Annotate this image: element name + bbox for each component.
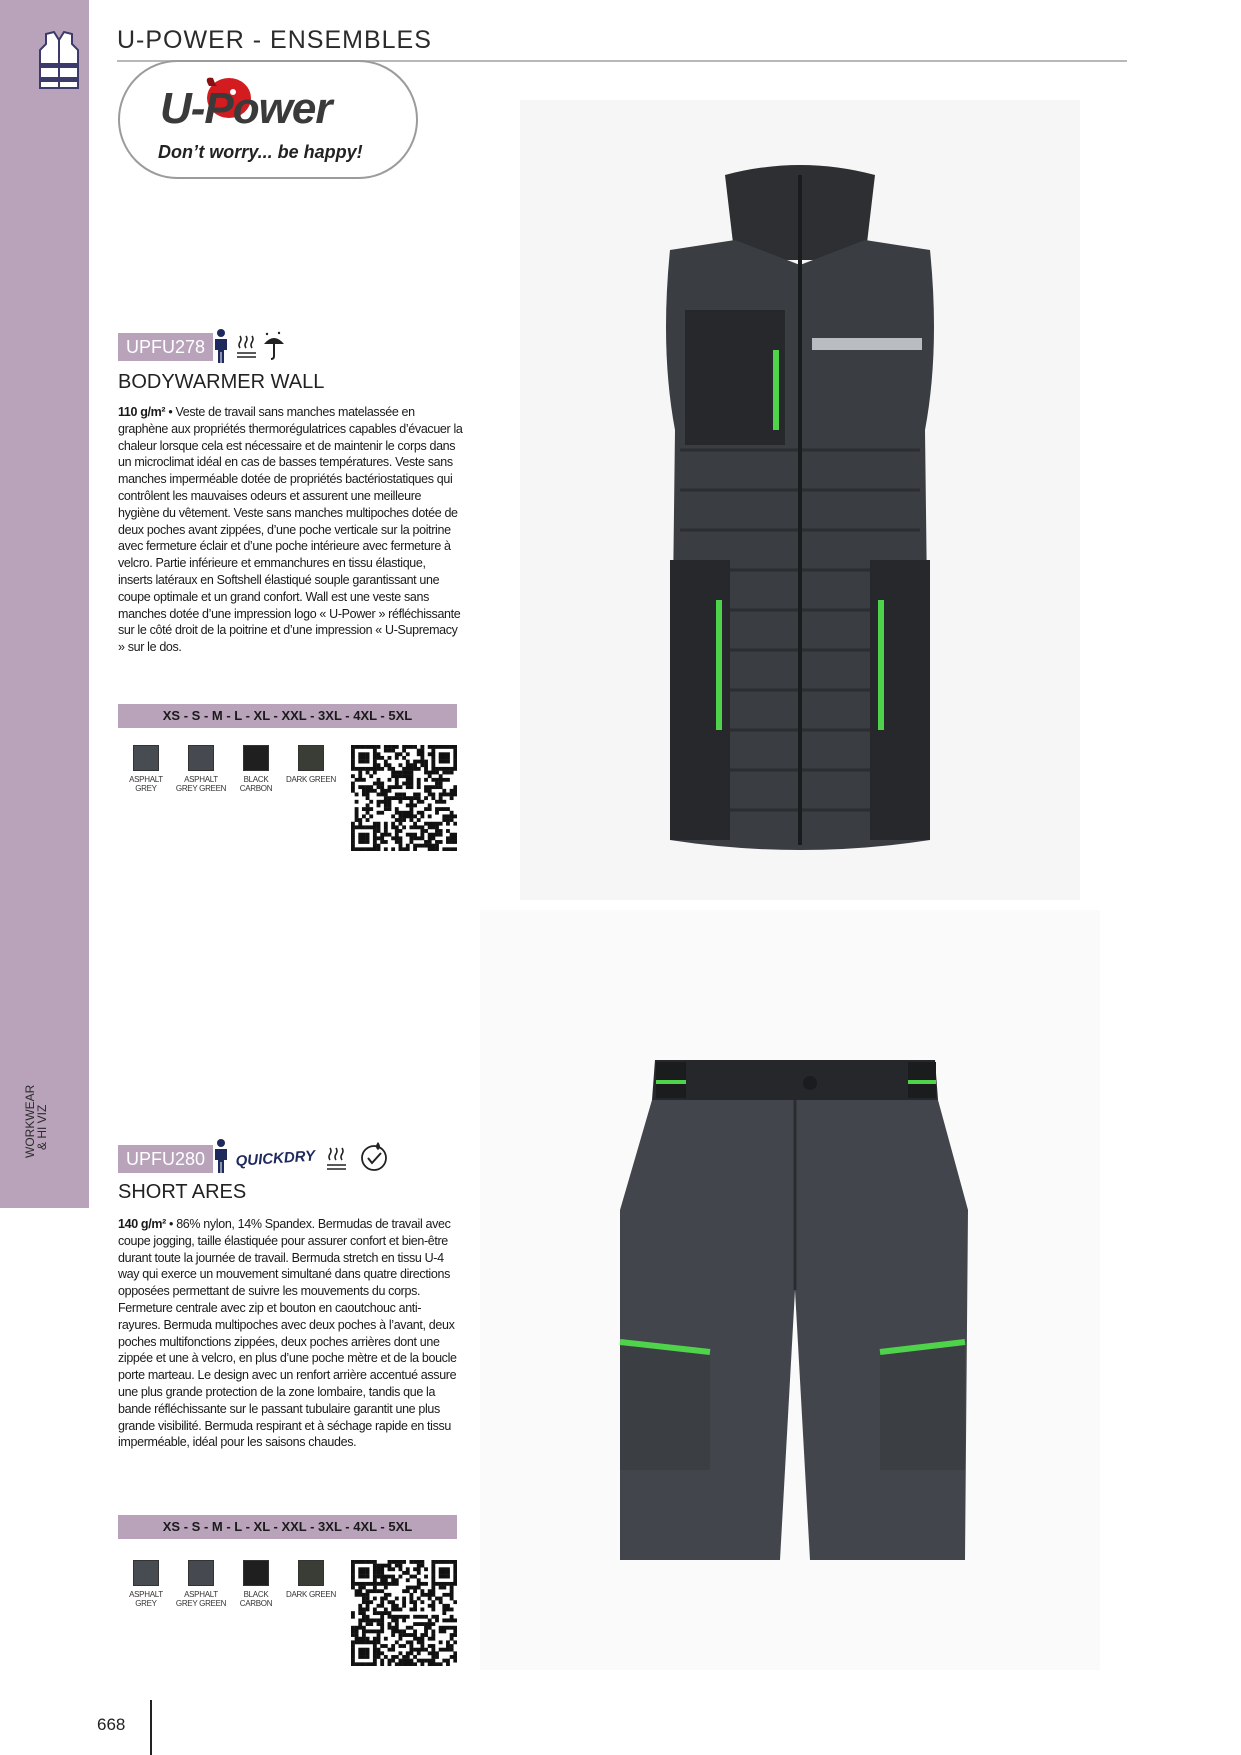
size-range-bar: XS - S - M - L - XL - XXL - 3XL - 4XL - 5XL (118, 704, 457, 728)
brand-wordmark: U-Power (160, 84, 332, 133)
description-text: • 86% nylon, 14% Spandex. Bermudas de travail avec coupe jogging, taille élastiquée pour assurer confort et bien-être durant toute la journée de travail. Bermuda stretch en tissu U-4 way qui exerce un mouvement simultané dans quatre directions opposées permettant de suivre les mouvements du corps. Fermeture centrale avec zip et bouton en caoutchouc anti-rayures. Bermuda multipoches avec deux poches à l’avant, deux poches multifonctions zippées, deux poches arrières dont une zippée et une à velcro, en plus d’une poche mètre et de la boucle porte marteau. Le design avec un renfort arrière accentué assure une plus grande protection de la zone lombaire, tandis que la bande réfléchissante sur le passant tubulaire garantit une plus grande visibilité. Bermuda respirant et à séchage rapide en tissu imperméable, idéal pour les saisons chaudes. (118, 1217, 457, 1450)
waterproof-umbrella-icon (264, 332, 284, 359)
breathable-icon (327, 1148, 346, 1169)
product-description (118, 404, 463, 656)
bodywarmer-product-image (520, 100, 1080, 900)
brand-tagline: Don’t worry... be happy! (158, 142, 363, 162)
product-description (118, 1216, 463, 1451)
color-swatch: DARK GREEN (283, 745, 339, 784)
color-swatch: DARK GREEN (283, 1560, 339, 1599)
worker-icon (215, 1139, 227, 1173)
shorts-product-image (480, 910, 1100, 1670)
product-weight: 110 g/m² (118, 405, 166, 419)
color-swatch: ASPHALT GREY (118, 1560, 174, 1608)
page-title: U-POWER - ENSEMBLES (117, 26, 432, 54)
sidebar-band (0, 0, 89, 1208)
sidebar-category-label: WORKWEAR & HI VIZ (23, 1084, 49, 1158)
color-swatch: BLACK CARBON (228, 745, 284, 793)
color-swatch: ASPHALT GREY GREEN (173, 1560, 229, 1608)
product-pictograms (212, 328, 294, 364)
quickdry-label: QUICKDRY (235, 1147, 316, 1170)
qr-code[interactable] (351, 745, 457, 851)
color-swatch: ASPHALT GREY (118, 745, 174, 793)
color-swatches (118, 1560, 338, 1620)
vest-icon (38, 30, 80, 92)
qr-code[interactable] (351, 1560, 457, 1666)
product-name: BODYWARMER WALL (118, 371, 325, 393)
product-name: SHORT ARES (118, 1181, 247, 1203)
color-swatch: ASPHALT GREY GREEN (173, 745, 229, 793)
product-code-badge: UPFU278 (118, 333, 213, 361)
brand-logo (118, 60, 418, 179)
footer-divider (150, 1700, 152, 1755)
size-range-bar: XS - S - M - L - XL - XXL - 3XL - 4XL - 5XL (118, 1515, 457, 1539)
product-code-badge: UPFU280 (118, 1145, 213, 1173)
color-swatch: BLACK CARBON (228, 1560, 284, 1608)
breathable-icon (237, 336, 256, 357)
product-pictograms (212, 1138, 392, 1174)
worker-icon (215, 329, 227, 363)
page-number: 668 (97, 1715, 126, 1734)
color-swatches (118, 745, 338, 805)
waterproof-check-icon (362, 1142, 386, 1170)
product-weight: 140 g/m² (118, 1217, 166, 1231)
description-text: • Veste de travail sans manches matelassée en graphène aux propriétés thermorégulatrices capables d’évacuer la chaleur lorsque cela est nécessaire et de maintenir le corps dans un microclimat idéal en cas de basses températures. Veste sans manches imperméable dotée de propriétés bactériostatiques qui contrôlent les mauvaises odeurs et assurent une meilleure hygiène du vêtement. Veste sans manches multipoches dotée de deux poches avant zippées, d’une poche verticale sur la poitrine avec fermeture éclair et d’une poche intérieure avec fermeture à velcro. Partie inférieure et emmanchures en tissu élastique, inserts latéraux en Softshell élastiqué souple garantissant une coupe optimale et un grand confort. Wall est une veste sans manches dotée d’une impression logo « U-Power » réfléchissante sur le côté droit de la poitrine et d’une impression « U-Supremacy » sur le dos. (118, 405, 463, 655)
